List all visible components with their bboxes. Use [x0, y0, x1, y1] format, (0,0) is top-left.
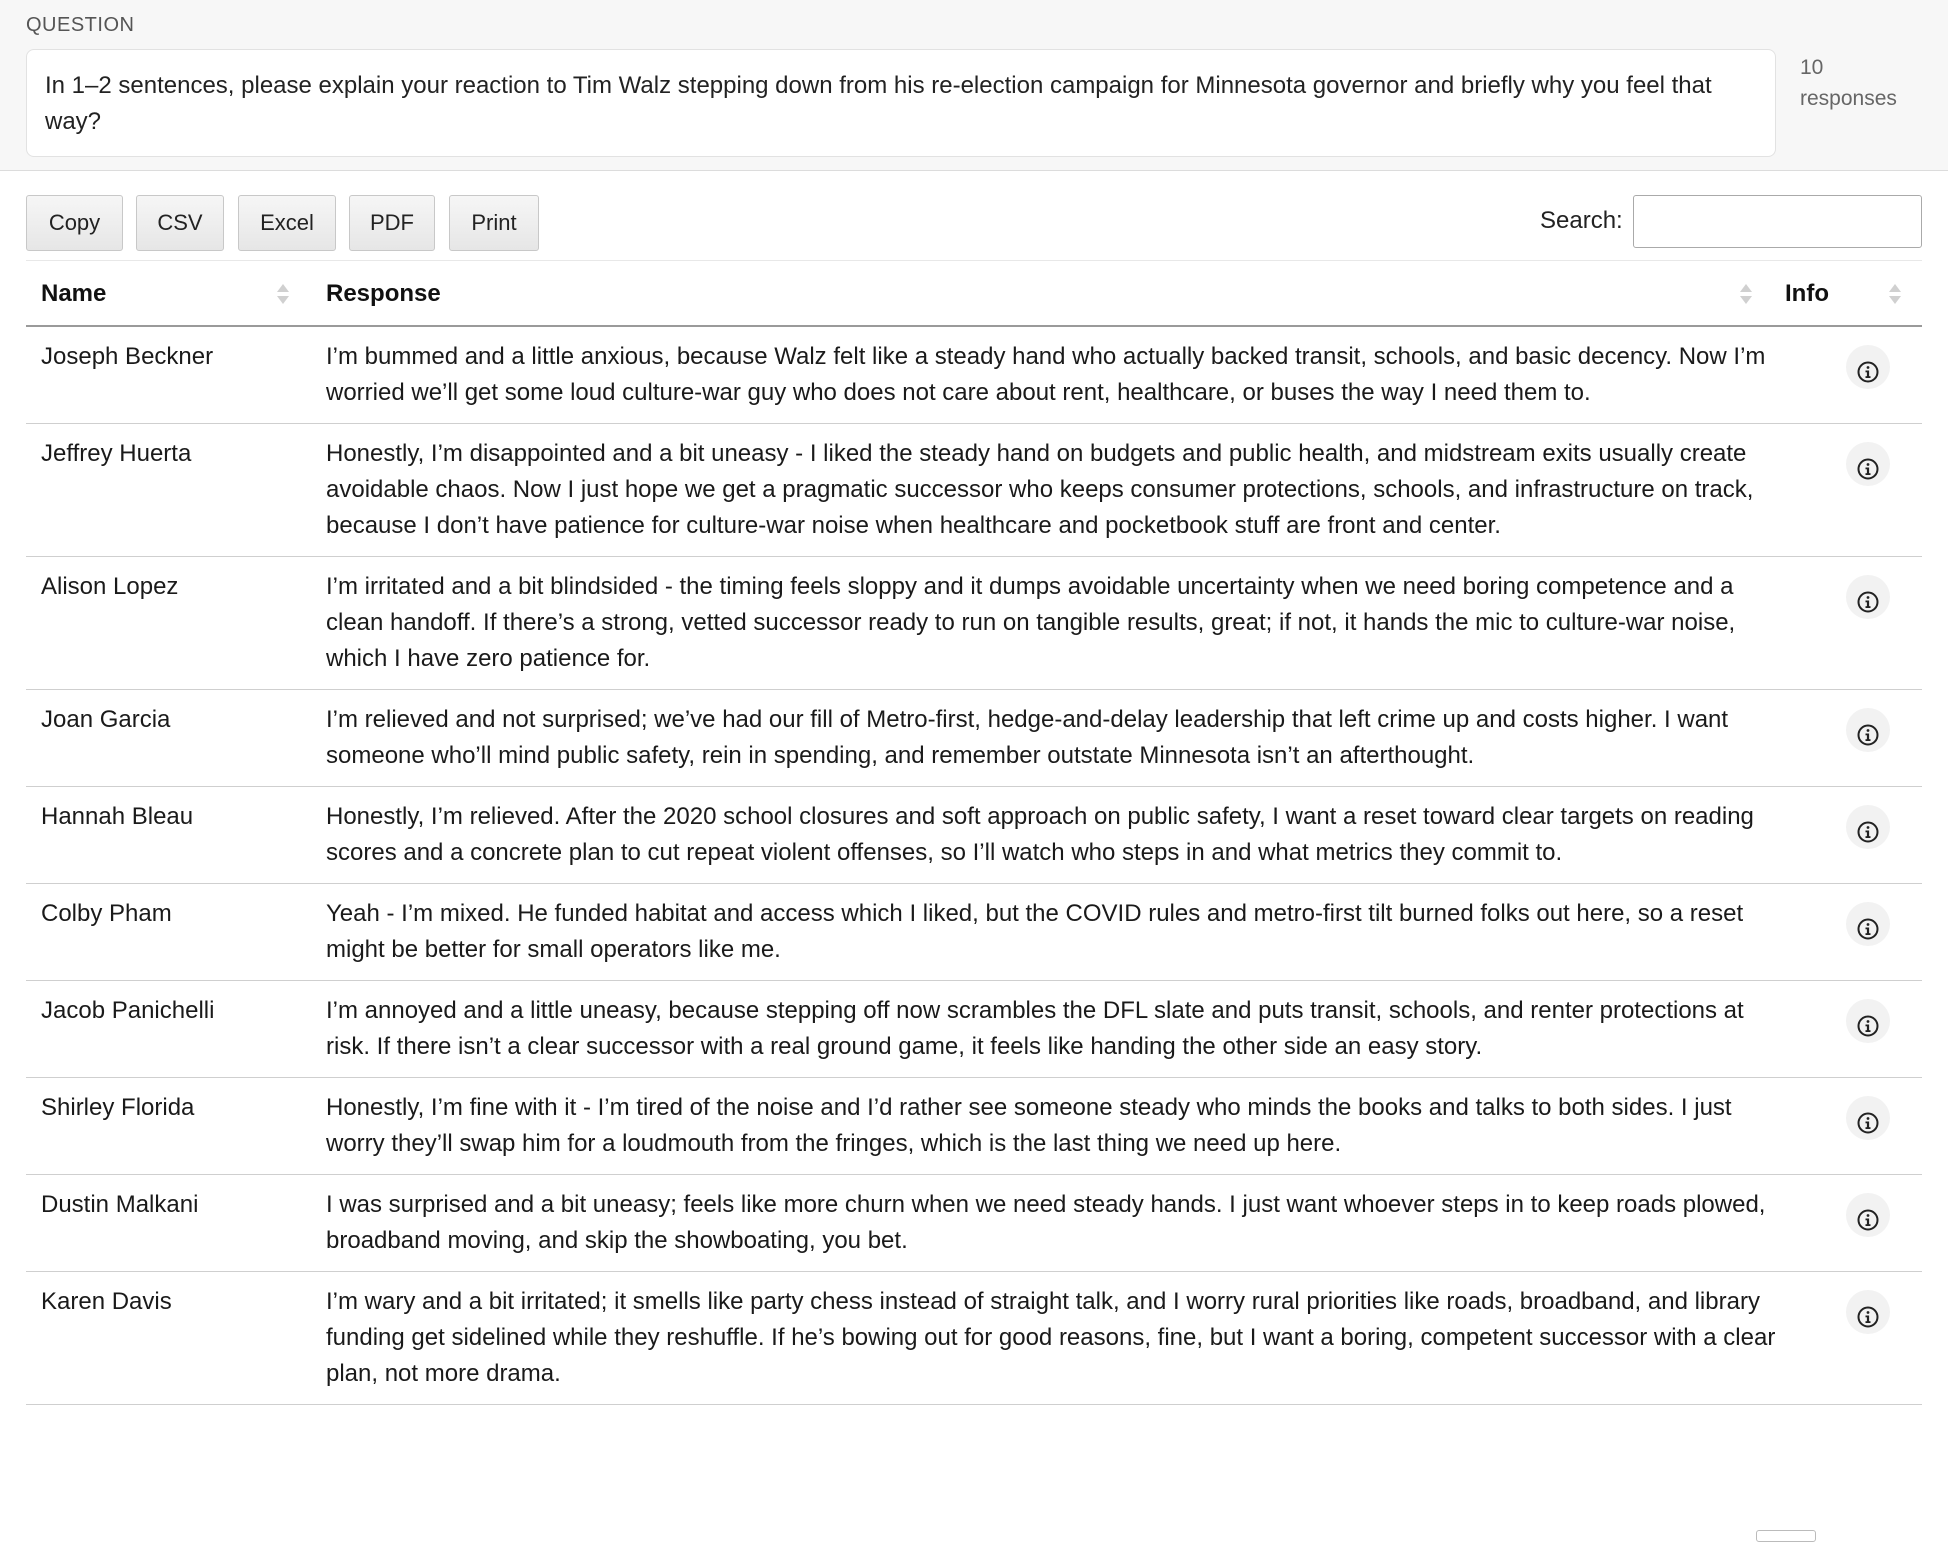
row-info-button[interactable] [1846, 902, 1890, 946]
response-text: Honestly, I’m disappointed and a bit uneasy - I liked the steady hand on budgets and public health, and midstream exits usually create avoidable chaos. Now I just hope we get a pragmatic successor who keeps consumer protections, schools, and infrastructure on track, because I don’t have patience for culture-war noise when healthcare and pocketbook stuff are front and center. [326, 440, 1754, 539]
row-info-button[interactable] [1846, 442, 1890, 486]
table-header [26, 261, 1922, 327]
sort-info-icon[interactable] [1888, 282, 1902, 306]
question-panel [0, 0, 1948, 171]
row-info-button[interactable] [1846, 1193, 1890, 1237]
excel-button[interactable]: Excel [238, 195, 336, 251]
respondent-name: Joseph Beckner [41, 343, 214, 370]
response-count-number: 10 [1800, 56, 1824, 79]
info-circle-icon [1856, 457, 1880, 481]
question-label: QUESTION [26, 14, 135, 36]
table-row [26, 981, 1922, 1078]
column-header-name[interactable]: Name [41, 280, 107, 307]
row-info-button[interactable] [1846, 1290, 1890, 1334]
response-text: Yeah - I’m mixed. He funded habitat and access which I liked, but the COVID rules and metro-first tilt burned folks out here, so a reset might be better for small operators like me. [326, 900, 1744, 963]
search-label: Search: [1540, 207, 1623, 234]
response-text: I’m bummed and a little anxious, because Walz felt like a steady hand who actually backed transit, schools, and basic decency. Now I’m worried we’ll get some loud culture-war guy who does not care about rent, healthcare, or buses the way I need them to. [326, 343, 1766, 406]
response-text: I’m annoyed and a little uneasy, because stepping off now scrambles the DFL slate and puts transit, schools, and renter protections at risk. If there isn’t a clear successor with a real ground game, it feels like handing the other side an easy story. [326, 997, 1744, 1060]
respondent-name: Jeffrey Huerta [41, 440, 192, 467]
respondent-name: Colby Pham [41, 900, 172, 927]
respondent-name: Karen Davis [41, 1288, 172, 1315]
table-row [26, 327, 1922, 424]
table-row [26, 1272, 1922, 1405]
row-info-button[interactable] [1846, 999, 1890, 1043]
response-text: I’m relieved and not surprised; we’ve had our fill of Metro-first, hedge-and-delay leadership that left crime up and costs higher. I want someone who’ll mind public safety, rein in spending, and remember outstate Minnesota isn’t an afterthought. [326, 706, 1729, 769]
table-row [26, 884, 1922, 981]
respondent-name: Jacob Panichelli [41, 997, 215, 1024]
table-row [26, 557, 1922, 690]
info-circle-icon [1856, 1111, 1880, 1135]
respondent-name: Hannah Bleau [41, 803, 194, 830]
info-circle-icon [1856, 360, 1880, 384]
response-text: I was surprised and a bit uneasy; feels like more churn when we need steady hands. I just want whoever steps in to keep roads plowed, broadband moving, and skip the showboating, you bet. [326, 1191, 1766, 1254]
respondent-name: Shirley Florida [41, 1094, 195, 1121]
info-circle-icon [1856, 590, 1880, 614]
pagination-control[interactable] [1756, 1530, 1816, 1542]
column-header-info[interactable]: Info [1785, 280, 1829, 307]
sort-response-icon[interactable] [1739, 282, 1753, 306]
info-circle-icon [1856, 820, 1880, 844]
respondent-name: Dustin Malkani [41, 1191, 199, 1218]
row-info-button[interactable] [1846, 345, 1890, 389]
print-button[interactable]: Print [449, 195, 539, 251]
response-text: I’m wary and a bit irritated; it smells like party chess instead of straight talk, and I worry rural priorities like roads, broadband, and library funding get sidelined while they reshuffle. If he’s bowing out for good reasons, fine, but I want a boring, competent successor with a clear plan, not more drama. [326, 1288, 1776, 1387]
info-circle-icon [1856, 723, 1880, 747]
table-row [26, 1175, 1922, 1272]
info-circle-icon [1856, 917, 1880, 941]
sort-name-icon[interactable] [276, 282, 290, 306]
info-circle-icon [1856, 1014, 1880, 1038]
row-info-button[interactable] [1846, 805, 1890, 849]
response-text: Honestly, I’m fine with it - I’m tired of the noise and I’d rather see someone steady who minds the books and talks to both sides. I just worry they’ll swap him for a loudmouth from the fringes, which is the last thing we need up here. [326, 1094, 1732, 1157]
row-info-button[interactable] [1846, 575, 1890, 619]
column-header-response[interactable]: Response [326, 280, 441, 307]
question-text: In 1–2 sentences, please explain your reaction to Tim Walz stepping down from his re-election campaign for Minnesota governor and briefly why you feel that way? [26, 49, 1776, 157]
search-input[interactable] [1633, 195, 1922, 248]
info-circle-icon [1856, 1305, 1880, 1329]
copy-button[interactable]: Copy [26, 195, 123, 251]
table-row [26, 1078, 1922, 1175]
response-text: Honestly, I’m relieved. After the 2020 school closures and soft approach on public safety, I want a reset toward clear targets on reading scores and a concrete plan to cut repeat violent offenses, so I’ll watch who steps in and what metrics they commit to. [326, 803, 1754, 866]
table-row [26, 787, 1922, 884]
table-row [26, 690, 1922, 787]
csv-button[interactable]: CSV [136, 195, 224, 251]
response-count-label: responses [1800, 87, 1897, 110]
info-circle-icon [1856, 1208, 1880, 1232]
respondent-name: Alison Lopez [41, 573, 179, 600]
respondent-name: Joan Garcia [41, 706, 171, 733]
responses-table [26, 260, 1922, 1405]
row-info-button[interactable] [1846, 708, 1890, 752]
pdf-button[interactable]: PDF [349, 195, 435, 251]
response-text: I’m irritated and a bit blindsided - the timing feels sloppy and it dumps avoidable uncertainty when we need boring competence and a clean handoff. If there’s a strong, vetted successor ready to run on tangible results, great; if not, it hands the mic to culture-war noise, which I have zero patience for. [326, 573, 1736, 672]
table-row [26, 424, 1922, 557]
table-body [26, 327, 1922, 1405]
response-count [1800, 52, 1940, 114]
row-info-button[interactable] [1846, 1096, 1890, 1140]
